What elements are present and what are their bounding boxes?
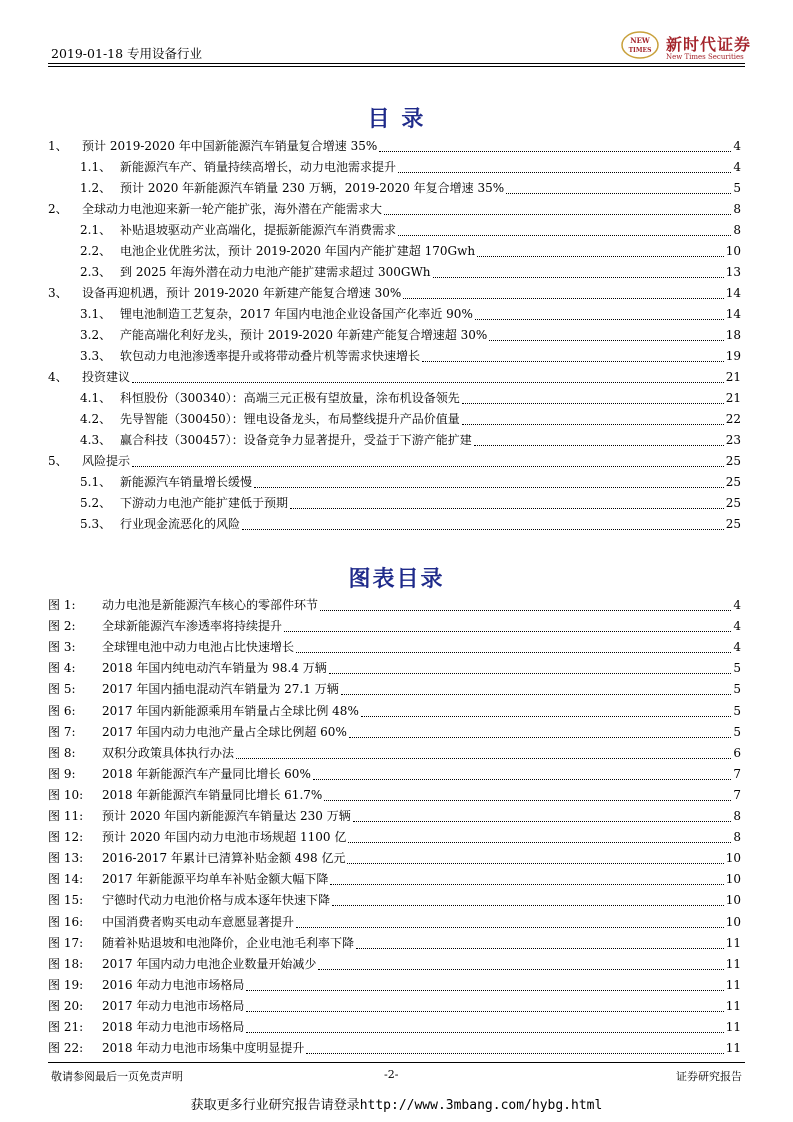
figure-number: 图 3: xyxy=(48,640,76,655)
toc-page: 23 xyxy=(725,433,741,447)
toc-leader-dots xyxy=(398,234,731,236)
toc-text: 风险提示 xyxy=(82,454,131,468)
toc-entry[interactable] xyxy=(80,409,741,429)
toc-text: 到 2025 年海外潜在动力电池产能扩建需求超过 300GWh xyxy=(120,265,431,279)
figure-entry[interactable] xyxy=(48,722,741,742)
toc-entry[interactable] xyxy=(48,283,741,303)
toc-number: 5.1、 xyxy=(80,475,112,489)
figure-number: 图 20: xyxy=(48,998,84,1013)
toc-page: 14 xyxy=(725,307,741,321)
figure-leader-dots xyxy=(318,968,723,970)
figure-number: 图 12: xyxy=(48,830,84,845)
toc-page: 13 xyxy=(725,265,741,279)
figure-entry[interactable] xyxy=(48,764,741,784)
figure-page: 6 xyxy=(733,745,741,760)
toc-page: 18 xyxy=(725,328,741,342)
figure-leader-dots xyxy=(284,630,731,632)
toc-text: 电池企业优胜劣汰，预计 2019-2020 年国内产能扩建超 170Gwh xyxy=(120,244,476,258)
figure-page: 11 xyxy=(725,1041,741,1056)
toc-entry[interactable] xyxy=(80,262,741,282)
toc-leader-dots xyxy=(462,423,724,425)
toc-entry[interactable] xyxy=(80,304,741,324)
toc-entry[interactable] xyxy=(80,430,741,450)
toc-entry[interactable] xyxy=(80,178,741,198)
toc-text: 行业现金流恶化的风险 xyxy=(120,517,241,531)
toc-leader-dots xyxy=(132,381,724,383)
figure-page: 11 xyxy=(725,956,741,971)
figure-text: 2018 年新能源汽车产量同比增长 60% xyxy=(102,766,311,781)
logo-badge-icon xyxy=(620,30,660,60)
figure-leader-dots xyxy=(349,736,732,738)
header-rule xyxy=(48,63,745,64)
figure-text: 宁德时代动力电池价格与成本逐年快速下降 xyxy=(102,893,331,908)
figure-page: 5 xyxy=(733,703,741,718)
toc-text: 补贴退坡驱动产业高端化，提振新能源汽车消费需求 xyxy=(120,223,397,237)
toc-number: 3.1、 xyxy=(80,307,112,321)
toc-page: 4 xyxy=(733,160,741,174)
figure-number: 图 13: xyxy=(48,851,84,866)
figure-text: 全球锂电池中动力电池占比快速增长 xyxy=(102,640,295,655)
figure-entry[interactable] xyxy=(48,743,741,763)
figure-leader-dots xyxy=(356,947,724,949)
figure-text: 2018 年新能源汽车销量同比增长 61.7% xyxy=(102,787,323,802)
figure-leader-dots xyxy=(246,1031,723,1033)
toc-leader-dots xyxy=(477,255,724,257)
figure-leader-dots xyxy=(246,1010,723,1012)
figure-text: 预计 2020 年国内动力电池市场规超 1100 亿 xyxy=(102,830,347,845)
figure-text: 2018 年国内纯电动汽车销量为 98.4 万辆 xyxy=(102,661,327,676)
figure-page: 5 xyxy=(733,661,741,676)
figure-leader-dots xyxy=(353,820,732,822)
toc-entry[interactable] xyxy=(80,325,741,345)
svg-text:TIMES: TIMES xyxy=(628,47,652,54)
figure-entry[interactable] xyxy=(48,869,741,889)
toc-number: 1.2、 xyxy=(80,181,112,195)
toc-page: 25 xyxy=(725,496,741,510)
toc-page: 5 xyxy=(733,181,741,195)
toc-leader-dots xyxy=(474,444,724,446)
figure-leader-dots xyxy=(329,672,732,674)
toc-number: 4.2、 xyxy=(80,412,112,426)
svg-text:NEW: NEW xyxy=(630,36,650,45)
toc-leader-dots xyxy=(475,318,724,320)
figure-number: 图 1: xyxy=(48,598,76,612)
figure-entry[interactable] xyxy=(48,890,741,910)
toc-entry[interactable] xyxy=(80,514,741,534)
toc-text: 产能高端化利好龙头，预计 2019-2020 年新建产能复合增速超 30% xyxy=(120,328,488,342)
toc-number: 3、 xyxy=(48,286,68,300)
toc-page: 22 xyxy=(725,412,741,426)
toc-entry[interactable] xyxy=(48,367,741,387)
toc-number: 3.2、 xyxy=(80,328,112,342)
toc-text: 下游动力电池产能扩建低于预期 xyxy=(120,496,289,510)
figure-page: 10 xyxy=(725,914,741,929)
toc-leader-dots xyxy=(422,360,724,362)
toc-text: 新能源汽车产、销量持续高增长，动力电池需求提升 xyxy=(120,160,397,174)
toc-number: 4.3、 xyxy=(80,433,112,447)
page-number: -2- xyxy=(384,1068,399,1081)
figure-entry[interactable] xyxy=(48,701,741,721)
figure-leader-dots xyxy=(330,883,723,885)
toc-page: 19 xyxy=(725,349,741,363)
footer-report-type: 证券研究报告 xyxy=(676,1070,742,1083)
figure-number: 图 15: xyxy=(48,893,84,908)
toc-entry[interactable] xyxy=(48,199,741,219)
figure-leader-dots xyxy=(313,778,732,780)
figure-text: 2018 年动力电池市场格局 xyxy=(102,1020,245,1034)
figure-text: 动力电池是新能源汽车核心的零部件环节 xyxy=(102,598,319,612)
figure-number: 图 10: xyxy=(48,787,84,802)
figure-entry[interactable] xyxy=(48,616,741,636)
figure-entry[interactable] xyxy=(48,637,741,657)
figure-leader-dots xyxy=(341,693,732,695)
figure-text: 2017 年动力电池市场格局 xyxy=(102,998,245,1013)
toc-number: 1、 xyxy=(48,139,68,153)
toc-number: 2、 xyxy=(48,202,68,216)
figure-text: 双积分政策具体执行办法 xyxy=(102,745,235,760)
figure-number: 图 17: xyxy=(48,935,84,950)
toc-number: 5.3、 xyxy=(80,517,112,531)
toc-number: 4.1、 xyxy=(80,391,112,405)
toc-leader-dots xyxy=(379,150,731,152)
figure-entry[interactable] xyxy=(48,658,741,678)
figure-entry[interactable] xyxy=(48,975,741,995)
footer-disclaimer: 敬请参阅最后一页免责声明 xyxy=(51,1070,183,1083)
toc-entry[interactable] xyxy=(80,241,741,261)
logo-en: New Times Securities xyxy=(666,53,744,61)
toc-page: 4 xyxy=(733,139,741,153)
toc-text: 投资建议 xyxy=(82,370,131,384)
toc-page: 14 xyxy=(725,286,741,300)
toc-entry[interactable] xyxy=(48,451,741,471)
footer-rule xyxy=(48,1062,745,1063)
figure-text: 2017 年国内新能源乘用车销量占全球比例 48% xyxy=(102,703,359,718)
header-date-industry: 2019-01-18 专用设备行业 xyxy=(51,46,203,61)
company-logo xyxy=(620,28,760,68)
figure-number: 图 21: xyxy=(48,1020,84,1034)
figure-entry[interactable] xyxy=(48,1038,741,1058)
toc-number: 2.3、 xyxy=(80,265,112,279)
figure-page: 7 xyxy=(733,787,741,802)
figure-number: 图 7: xyxy=(48,724,76,739)
figure-page: 10 xyxy=(725,851,741,866)
toc-page: 25 xyxy=(725,454,741,468)
figures-title: 图表目录 xyxy=(348,566,445,592)
figure-page: 4 xyxy=(733,619,741,634)
figure-entry[interactable] xyxy=(48,848,741,868)
figure-text: 2016-2017 年累计已清算补贴金额 498 亿元 xyxy=(102,851,346,866)
toc-text: 赢合科技（300457）：设备竞争力显著提升，受益于下游产能扩建 xyxy=(120,433,472,447)
toc-leader-dots xyxy=(384,213,731,215)
toc-entry[interactable] xyxy=(80,157,741,177)
toc-entry[interactable] xyxy=(80,388,741,408)
figure-text: 中国消费者购买电动车意愿显著提升 xyxy=(102,914,295,929)
toc-title: 目 录 xyxy=(367,106,426,132)
figure-page: 7 xyxy=(733,766,741,781)
figure-entry[interactable] xyxy=(48,912,741,932)
figure-leader-dots xyxy=(332,904,724,906)
toc-entry[interactable] xyxy=(80,346,741,366)
figure-page: 4 xyxy=(733,598,741,612)
toc-leader-dots xyxy=(132,465,724,467)
figure-page: 4 xyxy=(733,640,741,655)
figure-leader-dots xyxy=(347,862,723,864)
figure-text: 预计 2020 年国内新能源汽车销量达 230 万辆 xyxy=(102,809,351,823)
figure-number: 图 11: xyxy=(48,809,84,823)
figure-entry[interactable] xyxy=(48,954,741,974)
figure-number: 图 9: xyxy=(48,766,76,781)
figure-leader-dots xyxy=(348,841,731,843)
figure-text: 2016 年动力电池市场格局 xyxy=(102,977,245,992)
figure-number: 图 4: xyxy=(48,661,76,676)
toc-page: 25 xyxy=(725,517,741,531)
figure-number: 图 8: xyxy=(48,745,76,760)
toc-text: 软包动力电池渗透率提升或将带动叠片机等需求快速增长 xyxy=(120,349,421,363)
figure-leader-dots xyxy=(246,989,723,991)
figure-number: 图 5: xyxy=(48,682,76,697)
toc-entry[interactable] xyxy=(80,220,741,240)
toc-number: 4、 xyxy=(48,370,68,384)
toc-page: 8 xyxy=(733,202,741,216)
toc-text: 先导智能（300450）：锂电设备龙头，布局整线提升产品价值量 xyxy=(120,412,460,426)
figure-leader-dots xyxy=(236,757,731,759)
figure-leader-dots xyxy=(320,609,731,611)
figure-number: 图 2: xyxy=(48,619,76,634)
logo-cn: 新时代证券 xyxy=(666,35,752,54)
figure-page: 11 xyxy=(725,935,741,950)
toc-leader-dots xyxy=(462,402,724,404)
figure-text: 2017 年新能源平均单车补贴金额大幅下降 xyxy=(102,872,329,887)
toc-page: 10 xyxy=(725,244,741,258)
figure-text: 全球新能源汽车渗透率将持续提升 xyxy=(102,619,283,634)
figure-entry[interactable] xyxy=(48,1017,741,1037)
toc-number: 5、 xyxy=(48,454,68,468)
figure-leader-dots xyxy=(296,926,724,928)
toc-page: 8 xyxy=(733,223,741,237)
figure-entry[interactable] xyxy=(48,996,741,1016)
toc-text: 科恒股份（300340）：高端三元正极有望放量，涂布机设备领先 xyxy=(120,391,460,405)
toc-leader-dots xyxy=(489,339,723,341)
toc-page: 25 xyxy=(725,475,741,489)
toc-leader-dots xyxy=(398,171,731,173)
figure-page: 11 xyxy=(725,1020,741,1034)
figure-page: 8 xyxy=(733,809,741,823)
toc-entry[interactable] xyxy=(80,493,741,513)
figure-leader-dots xyxy=(324,799,731,801)
toc-leader-dots xyxy=(433,276,724,278)
toc-text: 设备再迎机遇，预计 2019-2020 年新建产能复合增速 30% xyxy=(82,286,402,300)
figure-number: 图 19: xyxy=(48,977,84,992)
footer-promo-text: 获取更多行业研究报告请登录 xyxy=(190,1098,360,1113)
figure-entry[interactable] xyxy=(48,785,741,805)
figure-text: 随着补贴退坡和电池降价，企业电池毛利率下降 xyxy=(102,935,355,950)
figure-page: 10 xyxy=(725,893,741,908)
toc-leader-dots xyxy=(254,486,724,488)
figure-number: 图 14: xyxy=(48,872,84,887)
figure-page: 5 xyxy=(733,724,741,739)
toc-leader-dots xyxy=(242,528,724,530)
toc-number: 1.1、 xyxy=(80,160,112,174)
toc-page: 21 xyxy=(725,391,741,405)
toc-leader-dots xyxy=(403,297,723,299)
toc-leader-dots xyxy=(290,507,724,509)
figure-number: 图 6: xyxy=(48,703,76,718)
figure-text: 2017 年国内动力电池企业数量开始减少 xyxy=(102,956,317,971)
figure-number: 图 16: xyxy=(48,914,84,929)
figure-number: 图 18: xyxy=(48,956,84,971)
figure-text: 2017 年国内动力电池产量占全球比例超 60% xyxy=(102,724,347,739)
toc-leader-dots xyxy=(506,192,731,194)
toc-text: 预计 2020 年新能源汽车销量 230 万辆，2019-2020 年复合增速 35% xyxy=(120,181,505,195)
figure-page: 8 xyxy=(733,830,741,845)
figure-leader-dots xyxy=(361,715,732,717)
toc-number: 2.1、 xyxy=(80,223,112,237)
figure-text: 2017 年国内插电混动汽车销量为 27.1 万辆 xyxy=(102,682,339,697)
figure-page: 11 xyxy=(725,998,741,1013)
figure-entry[interactable] xyxy=(48,595,741,615)
figure-page: 10 xyxy=(725,872,741,887)
toc-number: 3.3、 xyxy=(80,349,112,363)
figure-entry[interactable] xyxy=(48,933,741,953)
toc-number: 2.2、 xyxy=(80,244,112,258)
toc-page: 21 xyxy=(725,370,741,384)
figure-entry[interactable] xyxy=(48,827,741,847)
figure-leader-dots xyxy=(306,1052,723,1054)
footer-promo xyxy=(0,1094,793,1113)
figure-text: 2018 年动力电池市场集中度明显提升 xyxy=(102,1041,305,1056)
figure-leader-dots xyxy=(296,651,731,653)
footer-promo-link[interactable]: http://www.3mbang.com/hybg.html xyxy=(359,1098,603,1113)
toc-text: 新能源汽车销量增长缓慢 xyxy=(120,475,253,489)
toc-text: 锂电池制造工艺复杂，2017 年国内电池企业设备国产化率近 90% xyxy=(120,307,473,321)
figure-entry[interactable] xyxy=(48,679,741,699)
toc-number: 5.2、 xyxy=(80,496,112,510)
figure-page: 11 xyxy=(725,977,741,992)
figure-page: 5 xyxy=(733,682,741,697)
figure-number: 图 22: xyxy=(48,1041,84,1056)
toc-entry[interactable] xyxy=(80,472,741,492)
toc-text: 全球动力电池迎来新一轮产能扩张，海外潜在产能需求大 xyxy=(82,202,383,216)
toc-entry[interactable] xyxy=(48,136,741,156)
toc-text: 预计 2019-2020 年中国新能源汽车销量复合增速 35% xyxy=(82,139,378,153)
header-rule-thin xyxy=(48,66,745,67)
figure-entry[interactable] xyxy=(48,806,741,826)
